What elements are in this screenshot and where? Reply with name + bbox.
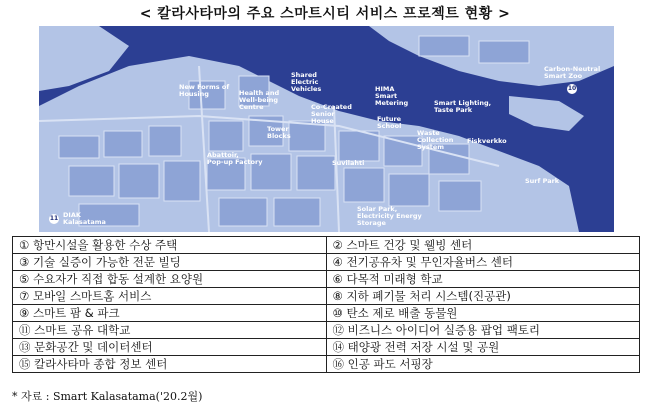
table-cell: ⑬ 문화공간 및 데이터센터 — [13, 339, 327, 356]
table-cell: ⑤ 수요자가 직접 합동 설계한 요양원 — [13, 271, 327, 288]
table-cell: ⑫ 비즈니스 아이디어 실증용 팝업 팩토리 — [326, 322, 640, 339]
map-background — [39, 26, 614, 232]
table-cell: ⑩ 탄소 제로 배출 동물원 — [326, 305, 640, 322]
project-table — [12, 236, 640, 373]
map-badge-11: 11 — [49, 215, 59, 222]
table-cell: ④ 전기공유차 및 무인자율버스 센터 — [326, 254, 640, 271]
map-label-new-forms-of-housing: New Forms of Housing — [179, 83, 230, 98]
table-cell: ⑯ 인공 파도 서핑장 — [326, 356, 640, 373]
table-cell: ⑭ 태양광 전력 저장 시설 및 공원 — [326, 339, 640, 356]
table-cell: ⑦ 모바일 스마트홈 서비스 — [13, 288, 327, 305]
kalasatama-map — [39, 26, 614, 232]
table-cell: ⑪ 스마트 공유 대학교 — [13, 322, 327, 339]
table-cell: ① 항만시설을 활용한 수상 주택 — [13, 237, 327, 254]
source-note: * 자료 : Smart Kalasatama('20.2월) — [12, 390, 203, 403]
table-row — [13, 271, 640, 288]
map-label-smart-lighting: Smart Lighting, Taste Park — [434, 99, 492, 114]
table-cell: ⑮ 칼라사타마 종합 정보 센터 — [13, 356, 327, 373]
map-label-hima-smart-metering: HIMA Smart Metering — [375, 85, 409, 107]
figure-title: < 칼라사타마의 주요 스마트시티 서비스 프로젝트 현황 > — [139, 6, 511, 22]
table-row — [13, 254, 640, 271]
map-label-tower-blocks: Tower Blocks — [267, 125, 291, 140]
map-label-surf-park: Surf Park — [525, 177, 560, 185]
map-label-senior-house: Co-Created Senior House — [311, 103, 352, 125]
map-label-fiskverkko: Fiskverkko — [467, 137, 507, 145]
table-row — [13, 237, 640, 254]
table-row — [13, 339, 640, 356]
map-label-pop-up-factory: Abattoir, Pop-up Factory — [207, 151, 263, 166]
map-label-solar-park: Solar Park, Electricity Energy Storage — [357, 205, 422, 227]
table-row — [13, 305, 640, 322]
table-cell: ③ 기술 실증이 가능한 전문 빌딩 — [13, 254, 327, 271]
map-label-suvilahti: Suvilahti — [332, 159, 365, 167]
table-cell: ② 스마트 건강 및 웰빙 센터 — [326, 237, 640, 254]
table-cell: ⑧ 지하 폐기물 처리 시스템(진공관) — [326, 288, 640, 305]
map-badge-10: 10 — [567, 85, 577, 92]
table-row — [13, 322, 640, 339]
map-label-smart-zoo: Carbon-Neutral Smart Zoo — [544, 65, 601, 80]
table-row — [13, 288, 640, 305]
map-label-future-school: Future School — [377, 115, 402, 130]
map-label-waste-collection: Waste Collection System — [417, 129, 454, 151]
table-cell: ⑨ 스마트 팜 & 파크 — [13, 305, 327, 322]
map-label-diak: DIAK Kalasatama — [63, 211, 106, 226]
map-label-health-centre: Health and Well-being Centre — [239, 89, 280, 111]
map-label-shared-electric-vehicles: Shared Electric Vehicles — [291, 71, 322, 93]
table-row — [13, 356, 640, 373]
table-cell: ⑥ 다목적 미래형 학교 — [326, 271, 640, 288]
